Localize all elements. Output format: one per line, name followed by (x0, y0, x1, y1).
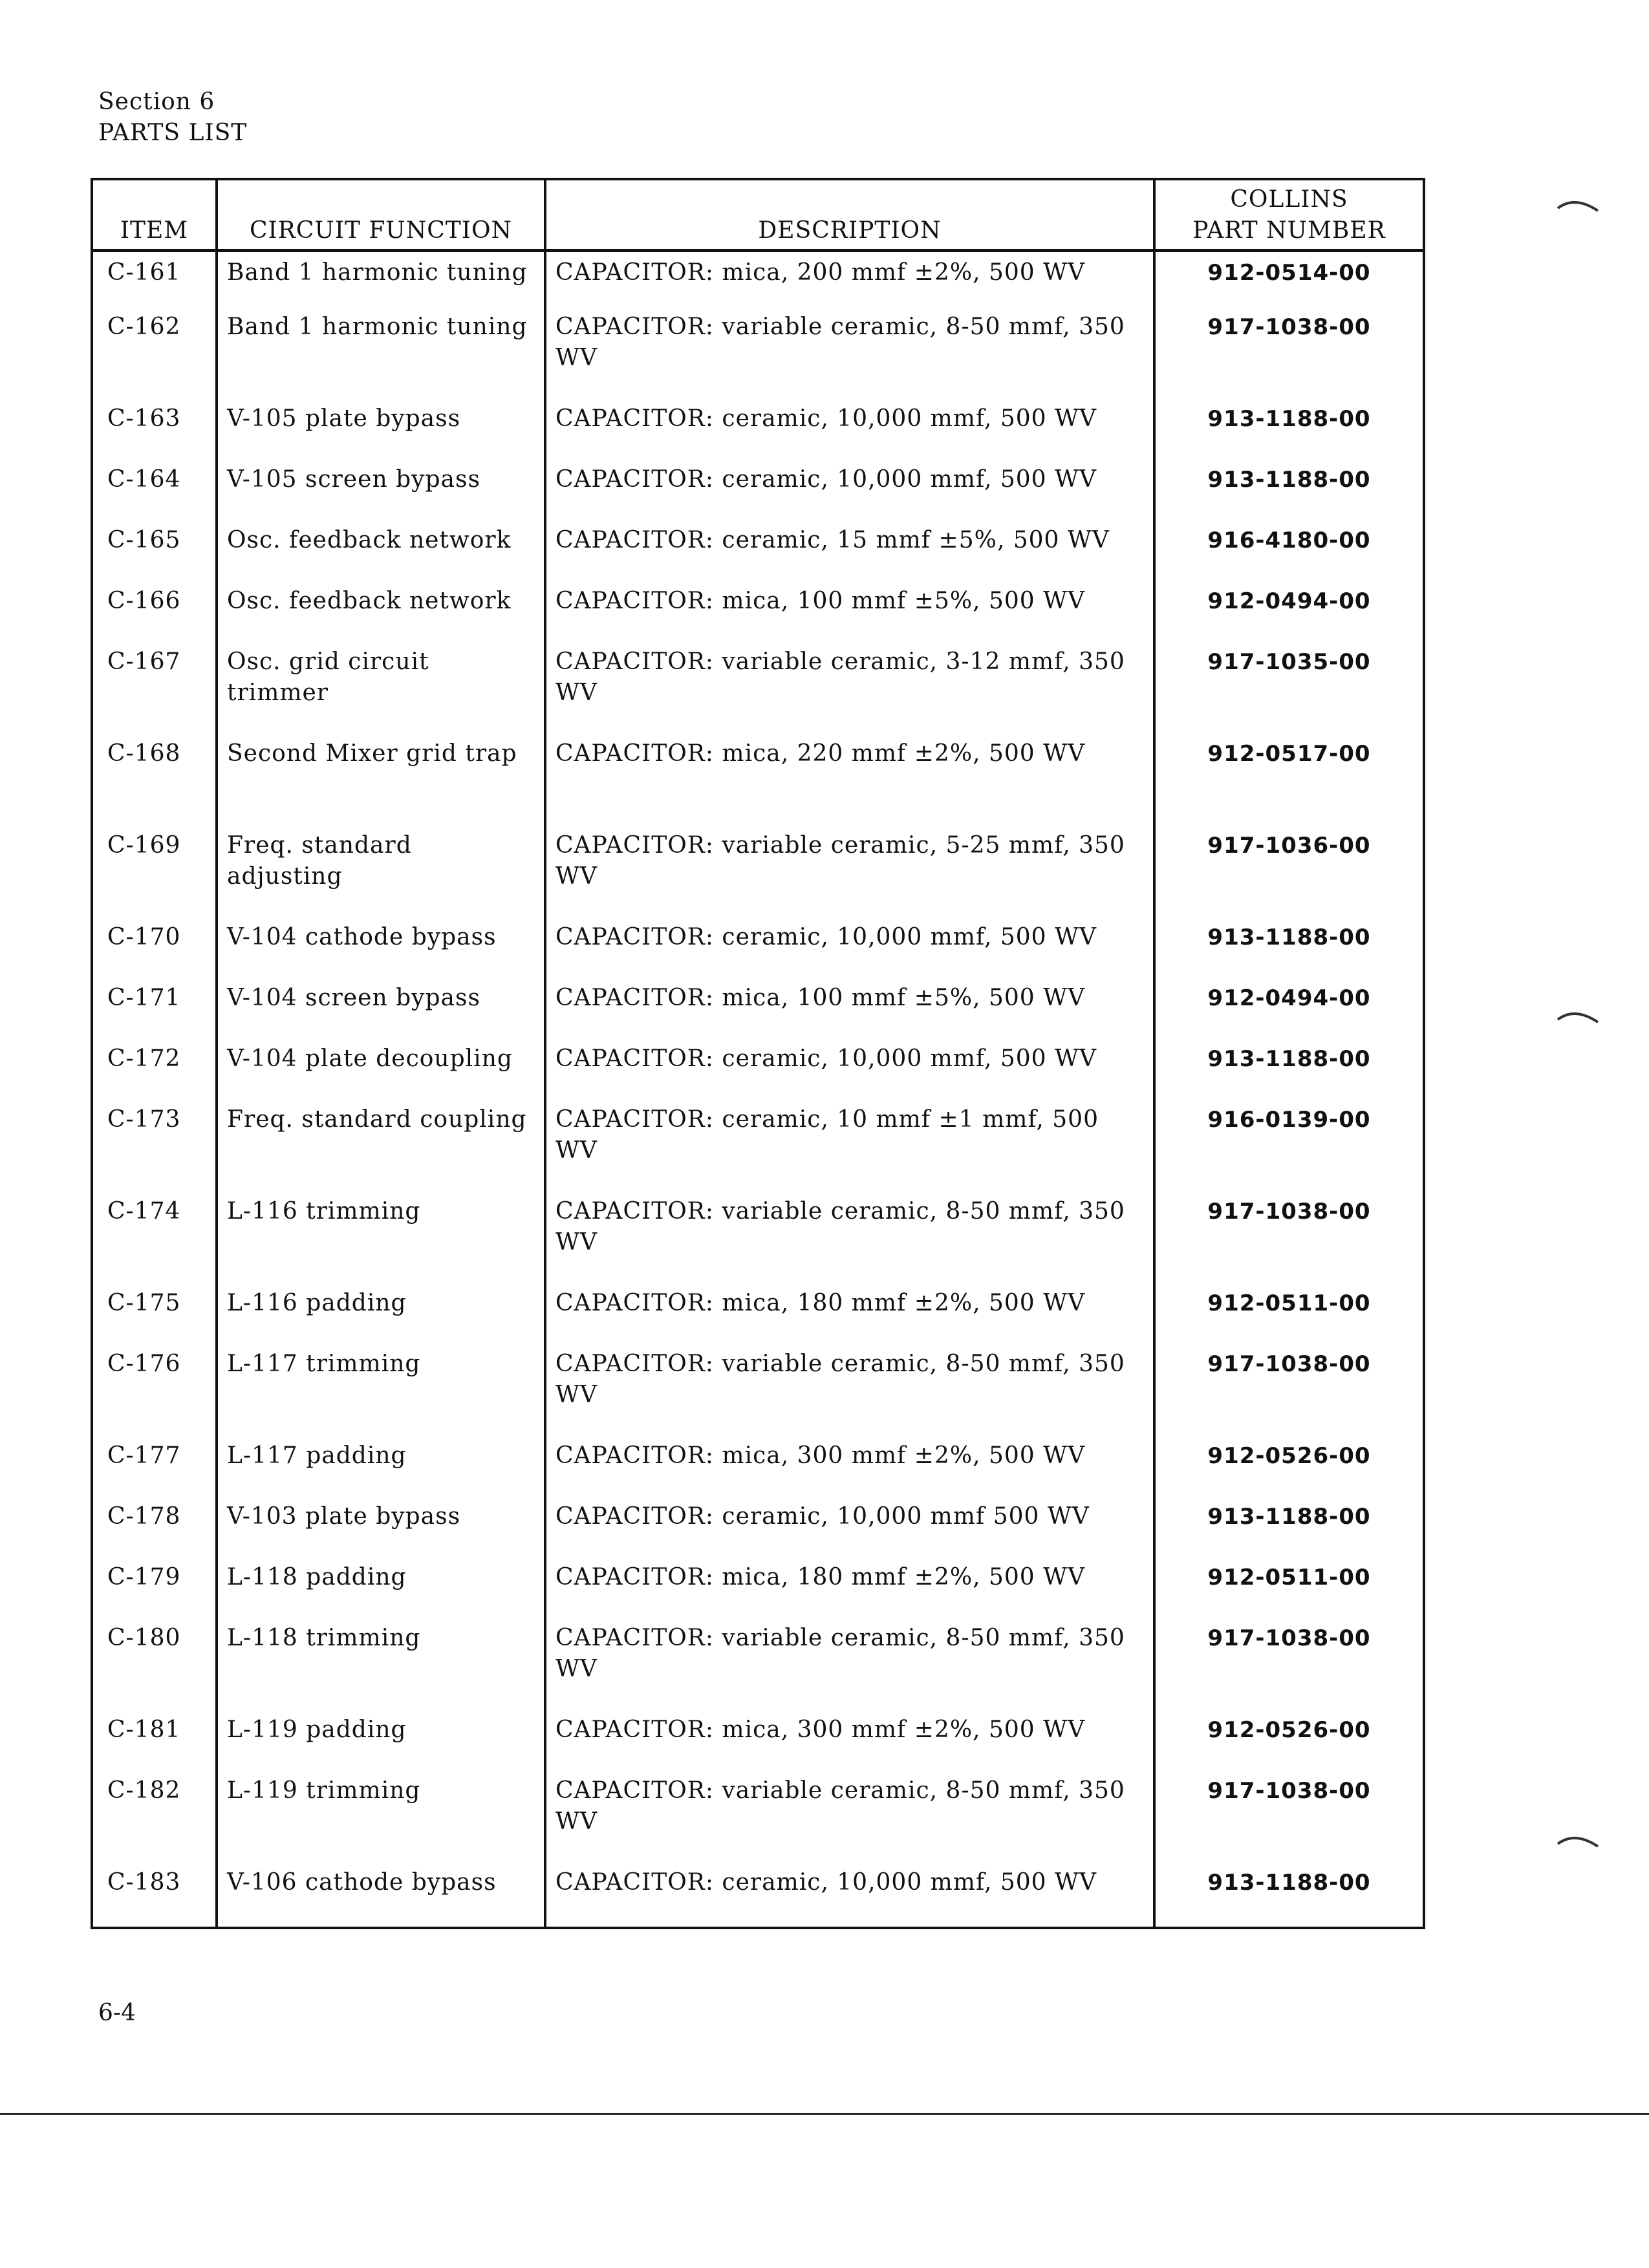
description-cell: CAPACITOR: variable ceramic, 8-50 mmf, 350 WV (545, 1196, 1154, 1288)
item-cell: C-174 (92, 1196, 217, 1288)
binder-hole-mark-icon (1555, 194, 1602, 220)
circuit-function-cell: V-106 cathode bypass (217, 1867, 545, 1928)
part-number-cell: 913-1188-00 (1154, 464, 1424, 525)
circuit-function-cell: Band 1 harmonic tuning (217, 312, 545, 403)
circuit-function-cell: L-119 padding (217, 1715, 545, 1775)
column-header-part-number-line2: PART NUMBER (1192, 217, 1386, 244)
table-header-row (92, 179, 1424, 251)
part-number-cell: 912-0511-00 (1154, 1562, 1424, 1623)
description-cell: CAPACITOR: mica, 180 mmf ±2%, 500 WV (545, 1288, 1154, 1349)
circuit-function-cell: L-116 trimming (217, 1196, 545, 1288)
table-row (92, 1288, 1424, 1349)
item-cell: C-166 (92, 586, 217, 647)
circuit-function-cell: L-119 trimming (217, 1775, 545, 1867)
page-header (98, 87, 247, 149)
circuit-function-cell: Osc. feedback network (217, 586, 545, 647)
table-row (92, 830, 1424, 922)
item-cell: C-179 (92, 1562, 217, 1623)
item-cell: C-173 (92, 1104, 217, 1196)
item-cell: C-178 (92, 1501, 217, 1562)
item-cell: C-175 (92, 1288, 217, 1349)
item-cell: C-171 (92, 983, 217, 1043)
description-cell: CAPACITOR: mica, 300 mmf ±2%, 500 WV (545, 1715, 1154, 1775)
circuit-function-cell: L-117 trimming (217, 1349, 545, 1440)
table-row (92, 1867, 1424, 1928)
circuit-function-cell: V-104 screen bypass (217, 983, 545, 1043)
description-cell: CAPACITOR: ceramic, 15 mmf ±5%, 500 WV (545, 525, 1154, 586)
part-number-cell: 913-1188-00 (1154, 1867, 1424, 1928)
description-cell: CAPACITOR: ceramic, 10 mmf ±1 mmf, 500 WV (545, 1104, 1154, 1196)
table-row (92, 464, 1424, 525)
column-header-circuit-function: CIRCUIT FUNCTION (217, 179, 545, 251)
table-row (92, 525, 1424, 586)
item-cell: C-180 (92, 1623, 217, 1715)
table-row (92, 1623, 1424, 1715)
table-row (92, 251, 1424, 312)
circuit-function-cell: Freq. standard coupling (217, 1104, 545, 1196)
description-cell: CAPACITOR: mica, 180 mmf ±2%, 500 WV (545, 1562, 1154, 1623)
circuit-function-cell: V-103 plate bypass (217, 1501, 545, 1562)
table-row (92, 1715, 1424, 1775)
part-number-cell: 917-1038-00 (1154, 312, 1424, 403)
table-row (92, 312, 1424, 403)
parts-list-table (91, 178, 1425, 1929)
part-number-cell: 912-0526-00 (1154, 1715, 1424, 1775)
description-cell: CAPACITOR: mica, 100 mmf ±5%, 500 WV (545, 586, 1154, 647)
description-cell: CAPACITOR: variable ceramic, 5-25 mmf, 350 WV (545, 830, 1154, 922)
column-header-part-number (1154, 179, 1424, 251)
table-row (92, 1775, 1424, 1867)
part-number-cell: 912-0517-00 (1154, 738, 1424, 830)
item-cell: C-169 (92, 830, 217, 922)
table-row (92, 922, 1424, 983)
item-cell: C-167 (92, 647, 217, 738)
description-cell: CAPACITOR: variable ceramic, 8-50 mmf, 350 WV (545, 1775, 1154, 1867)
circuit-function-cell: L-116 padding (217, 1288, 545, 1349)
item-cell: C-177 (92, 1440, 217, 1501)
item-cell: C-170 (92, 922, 217, 983)
item-cell: C-168 (92, 738, 217, 830)
page-number: 6-4 (98, 2000, 136, 2026)
part-number-cell: 912-0511-00 (1154, 1288, 1424, 1349)
table-row (92, 1562, 1424, 1623)
section-label: Section 6 (98, 89, 215, 115)
column-header-part-number-line1: COLLINS (1230, 186, 1348, 213)
circuit-function-cell: V-104 cathode bypass (217, 922, 545, 983)
circuit-function-cell: V-104 plate decoupling (217, 1043, 545, 1104)
table-row (92, 1104, 1424, 1196)
description-cell: CAPACITOR: mica, 200 mmf ±2%, 500 WV (545, 251, 1154, 312)
table-row (92, 983, 1424, 1043)
item-cell: C-181 (92, 1715, 217, 1775)
item-cell: C-165 (92, 525, 217, 586)
description-cell: CAPACITOR: ceramic, 10,000 mmf, 500 WV (545, 403, 1154, 464)
table-row (92, 1440, 1424, 1501)
part-number-cell: 917-1038-00 (1154, 1775, 1424, 1867)
table-row (92, 403, 1424, 464)
part-number-cell: 912-0494-00 (1154, 586, 1424, 647)
table-row (92, 1043, 1424, 1104)
circuit-function-cell: Osc. feedback network (217, 525, 545, 586)
part-number-cell: 917-1038-00 (1154, 1623, 1424, 1715)
item-cell: C-162 (92, 312, 217, 403)
circuit-function-cell: L-118 padding (217, 1562, 545, 1623)
item-cell: C-164 (92, 464, 217, 525)
item-cell: C-163 (92, 403, 217, 464)
description-cell: CAPACITOR: mica, 300 mmf ±2%, 500 WV (545, 1440, 1154, 1501)
circuit-function-cell: Band 1 harmonic tuning (217, 251, 545, 312)
column-header-item: ITEM (92, 179, 217, 251)
item-cell: C-172 (92, 1043, 217, 1104)
item-cell: C-183 (92, 1867, 217, 1928)
part-number-cell: 913-1188-00 (1154, 922, 1424, 983)
table-row (92, 1349, 1424, 1440)
part-number-cell: 916-4180-00 (1154, 525, 1424, 586)
part-number-cell: 913-1188-00 (1154, 1043, 1424, 1104)
description-cell: CAPACITOR: ceramic, 10,000 mmf, 500 WV (545, 1043, 1154, 1104)
item-cell: C-161 (92, 251, 217, 312)
circuit-function-cell: L-118 trimming (217, 1623, 545, 1715)
part-number-cell: 913-1188-00 (1154, 1501, 1424, 1562)
circuit-function-cell: V-105 screen bypass (217, 464, 545, 525)
part-number-cell: 917-1036-00 (1154, 830, 1424, 922)
circuit-function-cell: L-117 padding (217, 1440, 545, 1501)
table-row (92, 1501, 1424, 1562)
part-number-cell: 916-0139-00 (1154, 1104, 1424, 1196)
description-cell: CAPACITOR: variable ceramic, 8-50 mmf, 350 WV (545, 312, 1154, 403)
description-cell: CAPACITOR: ceramic, 10,000 mmf, 500 WV (545, 1867, 1154, 1928)
description-cell: CAPACITOR: ceramic, 10,000 mmf, 500 WV (545, 464, 1154, 525)
part-number-cell: 912-0514-00 (1154, 251, 1424, 312)
binder-hole-mark-icon (1555, 1005, 1602, 1031)
page-bottom-rule (0, 2113, 1649, 2115)
table-row (92, 647, 1424, 738)
part-number-cell: 917-1035-00 (1154, 647, 1424, 738)
item-cell: C-182 (92, 1775, 217, 1867)
description-cell: CAPACITOR: ceramic, 10,000 mmf 500 WV (545, 1501, 1154, 1562)
page-title: PARTS LIST (98, 120, 248, 146)
description-cell: CAPACITOR: mica, 220 mmf ±2%, 500 WV (545, 738, 1154, 830)
circuit-function-cell: Freq. standard adjusting (217, 830, 545, 922)
description-cell: CAPACITOR: variable ceramic, 3-12 mmf, 350 WV (545, 647, 1154, 738)
circuit-function-cell: Osc. grid circuit trimmer (217, 647, 545, 738)
table-row (92, 586, 1424, 647)
part-number-cell: 912-0494-00 (1154, 983, 1424, 1043)
circuit-function-cell: Second Mixer grid trap (217, 738, 545, 830)
table-row (92, 738, 1424, 830)
binder-hole-mark-icon (1555, 1830, 1602, 1856)
description-cell: CAPACITOR: ceramic, 10,000 mmf, 500 WV (545, 922, 1154, 983)
parts-table-body (92, 251, 1424, 1928)
column-header-description: DESCRIPTION (545, 179, 1154, 251)
part-number-cell: 912-0526-00 (1154, 1440, 1424, 1501)
part-number-cell: 913-1188-00 (1154, 403, 1424, 464)
description-cell: CAPACITOR: variable ceramic, 8-50 mmf, 350 WV (545, 1623, 1154, 1715)
description-cell: CAPACITOR: mica, 100 mmf ±5%, 500 WV (545, 983, 1154, 1043)
table-row (92, 1196, 1424, 1288)
part-number-cell: 917-1038-00 (1154, 1196, 1424, 1288)
circuit-function-cell: V-105 plate bypass (217, 403, 545, 464)
description-cell: CAPACITOR: variable ceramic, 8-50 mmf, 350 WV (545, 1349, 1154, 1440)
part-number-cell: 917-1038-00 (1154, 1349, 1424, 1440)
item-cell: C-176 (92, 1349, 217, 1440)
